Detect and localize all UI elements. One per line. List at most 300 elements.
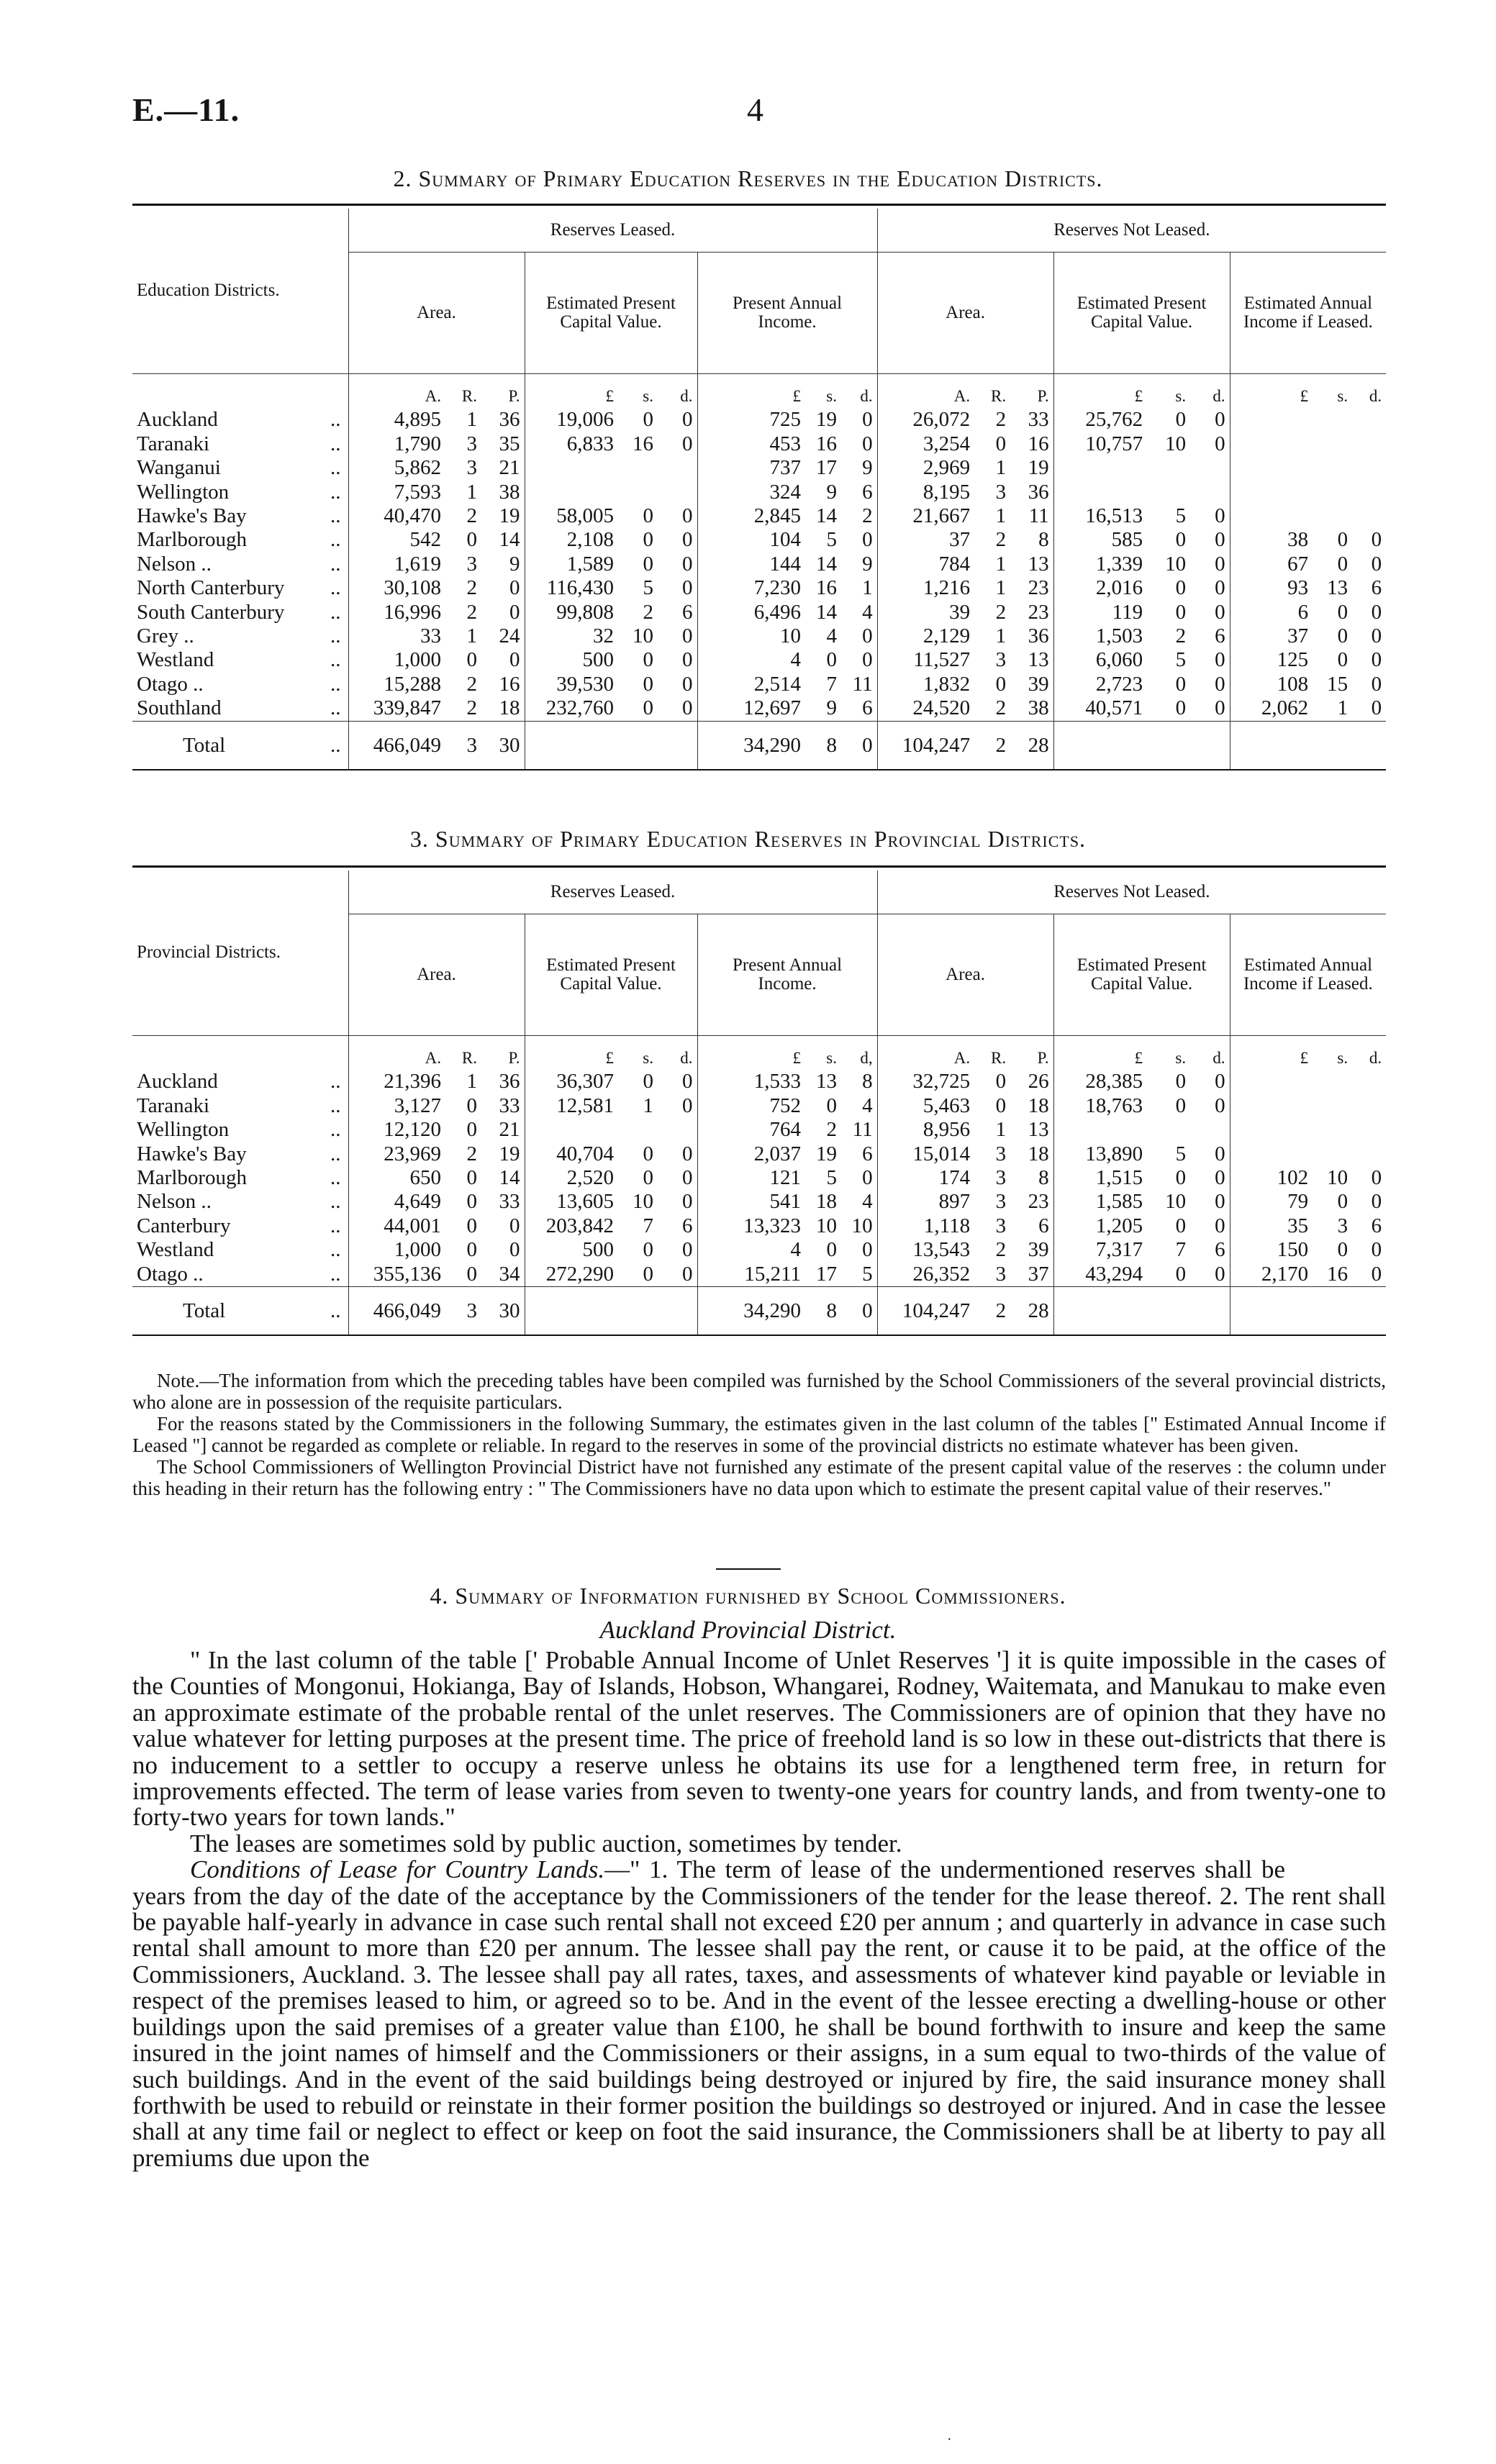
area-not-leased-value: 0 — [995, 432, 1007, 455]
unit-label: d. — [860, 387, 873, 405]
capital-not-leased-value — [1147, 1118, 1190, 1142]
district-name: Nelson .. .. — [137, 552, 341, 576]
capital-not-leased-value: 13,890 — [1053, 1142, 1147, 1166]
estimated-income-value — [1352, 1118, 1386, 1142]
capital-not-leased-value: 0 — [1215, 408, 1225, 432]
income-value: 9 — [826, 480, 837, 504]
income-value: 17 — [816, 456, 837, 480]
capital-value: 19,006 — [525, 408, 618, 432]
body-paragraph: " In the last column of the table [' Probable Annual Income of Unlet Reserves '] it is quite impossible in the cases of the Counties of Mongonui, Hokianga, Bay of Islands, Hobson, Whangarei, Rodney, Waitemata, and Manukau to make even an approximate estimate of the probable rental of the unlet reserves. The Commissioners are of opinion that they have no value whatever for letting purposes at the present time. The price of freehold land is so low in these out-districts that there is no inducement to a settler to occupy a reserve unless he obtains its use for a lengthened term free, in return for improvements effected. The term of lease varies from seven to twenty-one years for country lands, and from twenty-one to forty-two years for town lands." — [132, 1646, 1386, 1832]
area-value: 33 — [499, 1190, 520, 1214]
capital-value — [658, 481, 697, 504]
estimated-income-value: 79 — [1230, 1190, 1313, 1214]
body-paragraph: Conditions of Lease for Country Lands.—" 1. The term of lease of the undermentioned reserves shall beyears from the day of the date of the acceptance by the Commissioners of the tender for the lease thereof. 2. The rent shall be payable half-yearly in advance in case such rental shall not exceed £20 per annum ; and quarterly in advance in case such rental shall amount to more than £20 per annum. The lessee shall pay the rent, or cause it to be paid, at the office of the Commissioners, Auckland. 3. The lessee shall pay all rates, taxes, and assessments of whatever kind payable or leviable in respect of the premises leased to him, or agreed so to be. And in the event of the lessee erecting a dwelling-house or other buildings upon the said premises of a greater value than £100, he shall be bound forthwith to insure and keep the same insured in the joint names of himself and the Commissioners or their assigns, in a sum equal to two-thirds of the value of such buildings. And in the event of the said buildings being destroyed or injured by fire, the said insurance money shall forthwith be used to rebuild or reinstate in their former position the buildings so destroyed or injured. And in case the lessee shall at any time fail or neglect to effect or keep on foot the said insurance, the Commissioners shall be at liberty to pay all premiums due upon the — [132, 1855, 1386, 2172]
area-value: 19 — [499, 1142, 520, 1165]
capital-value-not-leased-header: Estimated Present Capital Value. — [1053, 253, 1230, 374]
table-row — [132, 408, 1386, 432]
capital-value: 116,430 — [525, 576, 618, 600]
capital-not-leased-value — [1053, 456, 1147, 480]
unit-label: A. — [348, 374, 445, 409]
estimated-income-value: 10 — [1327, 1166, 1348, 1190]
capital-not-leased-value — [1190, 456, 1230, 480]
capital-value: 0 — [643, 1238, 653, 1262]
area-not-leased-value: 1,216 — [877, 576, 974, 600]
area-value: 0 — [466, 1190, 477, 1214]
table-row — [132, 673, 1386, 696]
estimated-income-value: 6 — [1371, 1214, 1382, 1237]
area-not-leased-value: 897 — [877, 1190, 974, 1214]
estimated-income-value — [1352, 504, 1386, 528]
estimated-income-value — [1230, 432, 1313, 456]
district-name: Hawke's Bay .. — [137, 1142, 341, 1165]
estimated-income-value — [1352, 456, 1386, 480]
total-area: 30 — [481, 721, 525, 770]
estimated-income-value: 35 — [1230, 1214, 1313, 1238]
capital-not-leased-value: 0 — [1215, 576, 1225, 600]
area-value: 3 — [466, 552, 477, 576]
area-not-leased-value: 3 — [995, 1166, 1007, 1190]
total-income: 8 — [805, 721, 841, 770]
capital-value: 36,307 — [525, 1070, 618, 1094]
capital-not-leased-value: 0 — [1175, 528, 1187, 552]
capital-value: 0 — [682, 1190, 693, 1214]
income-value: 15,211 — [697, 1263, 805, 1287]
area-not-leased-value: 8 — [1038, 528, 1049, 552]
capital-not-leased-value — [1190, 481, 1230, 504]
total-income: 0 — [841, 721, 877, 770]
capital-not-leased-value: 5 — [1175, 504, 1187, 528]
capital-not-leased-value: 0 — [1175, 1094, 1187, 1117]
capital-not-leased-value: 18,763 — [1053, 1094, 1147, 1118]
capital-value — [525, 1118, 618, 1142]
income-value: 0 — [862, 1166, 873, 1190]
income-value: 752 — [697, 1094, 805, 1118]
capital-not-leased-value — [1147, 481, 1190, 504]
unit-label: R. — [990, 387, 1007, 405]
area-value: 2 — [466, 1142, 477, 1165]
estimated-income-value: 1 — [1337, 696, 1348, 720]
capital-value: 0 — [643, 408, 653, 432]
area-value: 36 — [499, 408, 520, 432]
income-value: 6,496 — [697, 601, 805, 624]
body-paragraph: The leases are sometimes sold by public auction, sometimes by tender. — [190, 1829, 902, 1858]
table-row — [132, 1190, 1386, 1214]
area-not-leased-value: 33 — [1028, 408, 1049, 432]
district-name: Wellington .. — [137, 1118, 341, 1142]
district-name: Marlborough .. — [137, 1166, 341, 1190]
income-value: 7 — [826, 672, 837, 696]
estimated-income-value — [1352, 1094, 1386, 1118]
capital-not-leased-value: 0 — [1215, 648, 1225, 672]
capital-value: 0 — [682, 432, 693, 455]
area-not-leased-value: 26 — [1028, 1070, 1049, 1094]
capital-value: 0 — [682, 1142, 693, 1165]
total-area: 3 — [445, 721, 481, 770]
total-capital-not-leased — [1190, 721, 1230, 770]
total-label: Total .. — [132, 1287, 348, 1336]
area-value: 5,862 — [348, 456, 445, 480]
area-not-leased-value: 1 — [995, 1118, 1007, 1142]
area-not-leased-value: 6 — [1038, 1214, 1049, 1237]
area-value: 38 — [499, 480, 520, 504]
area-not-leased-value: 3 — [995, 1190, 1007, 1214]
capital-not-leased-value: 7 — [1175, 1238, 1187, 1262]
income-value: 144 — [697, 553, 805, 576]
area-value: 1 — [466, 1070, 477, 1094]
total-income: 34,290 — [697, 721, 805, 770]
area-not-leased-value: 24,520 — [877, 696, 974, 721]
note-paragraph: Note.—The information from which the preceding tables have been compiled was furnished by the School Commissioners of the several provincial districts, who alone are in possession of the requisite particulars. — [132, 1370, 1386, 1413]
area-value: 24 — [499, 624, 520, 648]
total-estimated-income — [1230, 1287, 1313, 1336]
area-value: 0 — [509, 600, 520, 624]
income-value: 14 — [816, 552, 837, 576]
capital-value — [525, 456, 618, 480]
area-not-leased-value: 2 — [995, 600, 1007, 624]
district-name: South Canterbury .. — [137, 600, 341, 624]
income-value: 0 — [862, 624, 873, 648]
unit-label: £ — [1230, 1036, 1313, 1070]
estimated-income-value — [1352, 408, 1386, 432]
area-not-leased-value: 11,527 — [877, 648, 974, 672]
income-value: 2,845 — [697, 504, 805, 528]
area-not-leased-value: 1,118 — [877, 1214, 974, 1238]
income-value: 6 — [862, 1142, 873, 1165]
capital-not-leased-value: 40,571 — [1053, 696, 1147, 721]
estimated-income-value — [1230, 1070, 1313, 1094]
capital-not-leased-value: 585 — [1053, 528, 1147, 552]
area-not-leased-value: 16 — [1028, 432, 1049, 455]
capital-value: 0 — [682, 1262, 693, 1286]
capital-value: 0 — [682, 408, 693, 432]
area-not-leased-value: 37 — [877, 528, 974, 552]
income-value: 11 — [852, 1118, 873, 1142]
area-not-leased-value: 26,352 — [877, 1263, 974, 1287]
area-value: 33 — [348, 624, 445, 648]
estimated-income-value: 3 — [1337, 1214, 1348, 1237]
table-row — [132, 1166, 1386, 1190]
capital-value: 0 — [682, 504, 693, 528]
area-value: 0 — [466, 1214, 477, 1237]
unit-label: £ — [697, 374, 805, 409]
total-area: 30 — [481, 1287, 525, 1336]
capital-not-leased-value: 0 — [1215, 600, 1225, 624]
capital-not-leased-value: 1,503 — [1053, 624, 1147, 648]
income-value: 9 — [826, 696, 837, 720]
area-value: 35 — [499, 432, 520, 455]
capital-value: 10 — [633, 624, 653, 648]
total-capital — [525, 1287, 618, 1336]
area-value: 2 — [466, 600, 477, 624]
area-value: 2 — [466, 672, 477, 696]
area-not-leased-value: 1 — [995, 504, 1007, 528]
table-row — [132, 576, 1386, 600]
unit-label: s. — [826, 387, 837, 405]
capital-value: 0 — [682, 1166, 693, 1190]
area-not-leased-value: 23 — [1028, 1190, 1049, 1214]
capital-not-leased-value: 0 — [1175, 576, 1187, 600]
area-not-leased-value: 13 — [1028, 552, 1049, 576]
capital-not-leased-value: 0 — [1175, 1070, 1187, 1094]
capital-not-leased-value: 10 — [1165, 1190, 1187, 1214]
capital-not-leased-value: 0 — [1215, 504, 1225, 528]
total-capital — [525, 721, 618, 770]
total-capital — [658, 1287, 697, 1336]
unit-label: R. — [461, 387, 477, 405]
estimated-income-value: 0 — [1371, 1262, 1382, 1286]
capital-value: 0 — [643, 504, 653, 528]
estimated-income-value: 37 — [1230, 624, 1313, 648]
area-not-leased-value: 3 — [995, 1142, 1007, 1165]
unit-label: £ — [1053, 374, 1147, 409]
district-name: Auckland .. — [137, 408, 341, 432]
capital-not-leased-value: 43,294 — [1053, 1263, 1147, 1287]
area-value: 339,847 — [348, 696, 445, 721]
capital-not-leased-value: 10 — [1165, 432, 1187, 455]
area-value: 0 — [509, 1238, 520, 1262]
table-row — [132, 1142, 1386, 1166]
capital-value: 13,605 — [525, 1190, 618, 1214]
estimated-income-value: 0 — [1371, 672, 1382, 696]
capital-not-leased-value: 119 — [1053, 601, 1147, 624]
income-value: 5 — [826, 528, 837, 552]
unit-label: d, — [860, 1049, 873, 1067]
area-value: 14 — [499, 1166, 520, 1190]
capital-value: 0 — [643, 672, 653, 696]
income-value: 104 — [697, 528, 805, 552]
page-speck: · — [947, 2432, 952, 2447]
capital-value: 0 — [682, 648, 693, 672]
area-not-leased-value: 13 — [1028, 1118, 1049, 1142]
area-not-leased-value: 1 — [995, 576, 1007, 600]
income-value: 19 — [816, 1142, 837, 1165]
capital-value: 272,290 — [525, 1263, 618, 1287]
unit-label: A. — [348, 1036, 445, 1070]
estimated-income-value — [1313, 456, 1352, 480]
estimated-income-value — [1313, 1070, 1352, 1094]
income-value: 737 — [697, 456, 805, 480]
estimated-income-value: 67 — [1230, 553, 1313, 576]
table-row — [132, 1238, 1386, 1262]
capital-value: 0 — [682, 696, 693, 720]
section4-subtitle: Auckland Provincial District. — [599, 1616, 897, 1644]
estimated-income-value: 0 — [1371, 528, 1382, 552]
area-not-leased-value: 2 — [995, 1238, 1007, 1262]
total-estimated-income — [1230, 721, 1313, 770]
capital-value: 39,530 — [525, 673, 618, 696]
annual-income-header: Present Annual Income. — [697, 253, 877, 374]
estimated-income-value: 108 — [1230, 673, 1313, 696]
unit-label: £ — [1053, 1036, 1147, 1070]
capital-value: 1 — [643, 1094, 653, 1117]
income-value: 0 — [826, 1238, 837, 1262]
unit-label: s. — [1175, 1049, 1187, 1067]
total-area-not-leased: 2 — [974, 721, 1010, 770]
area-not-leased-value: 2 — [995, 408, 1007, 432]
unit-label: d. — [1212, 1049, 1225, 1067]
estimated-income-value: 6 — [1230, 601, 1313, 624]
capital-not-leased-value: 5 — [1175, 1142, 1187, 1165]
area-not-leased-value: 1 — [995, 456, 1007, 480]
table-row — [132, 481, 1386, 504]
area-value: 34 — [499, 1262, 520, 1286]
capital-value: 0 — [643, 1142, 653, 1165]
capital-value: 2,108 — [525, 528, 618, 552]
estimated-income-value — [1313, 1094, 1352, 1118]
area-not-leased-value: 37 — [1028, 1262, 1049, 1286]
total-estimated-income — [1313, 1287, 1352, 1336]
capital-value — [618, 456, 658, 480]
capital-value: 32 — [525, 624, 618, 648]
table3-top-rule — [132, 865, 1386, 868]
table-row — [132, 601, 1386, 624]
area-not-leased-value: 39 — [1028, 1238, 1049, 1262]
estimated-income-value: 2,062 — [1230, 696, 1313, 721]
estimated-income-value: 0 — [1337, 624, 1348, 648]
unit-label: R. — [990, 1049, 1007, 1067]
table-row — [132, 504, 1386, 528]
capital-value: 0 — [643, 648, 653, 672]
income-value: 4 — [862, 600, 873, 624]
area-value: 355,136 — [348, 1263, 445, 1287]
income-value: 6 — [862, 696, 873, 720]
capital-not-leased-value: 0 — [1215, 552, 1225, 576]
provincial-districts-table — [132, 870, 1386, 1336]
area-value: 2 — [466, 504, 477, 528]
area-not-leased-value: 21,667 — [877, 504, 974, 528]
capital-value: 0 — [643, 1262, 653, 1286]
estimated-income-value: 0 — [1371, 624, 1382, 648]
total-income: 8 — [805, 1287, 841, 1336]
report-reference: E.—11. — [132, 91, 240, 128]
area-value: 7,593 — [348, 481, 445, 504]
area-not-leased-value: 13,543 — [877, 1238, 974, 1262]
section4-title: 4. Summary of Information furnished by School Commissioners. — [430, 1583, 1066, 1609]
unit-label: s. — [1175, 387, 1187, 405]
capital-value: 203,842 — [525, 1214, 618, 1238]
capital-not-leased-value: 10,757 — [1053, 432, 1147, 456]
capital-value — [658, 456, 697, 480]
districts-column-header: Provincial Districts. — [132, 870, 348, 1036]
estimated-income-value: 6 — [1371, 576, 1382, 600]
units-row — [132, 374, 1386, 409]
capital-value-header: Estimated Present Capital Value. — [525, 914, 697, 1036]
capital-value: 99,808 — [525, 601, 618, 624]
district-name: Otago .. .. — [137, 672, 341, 696]
table-row — [132, 1070, 1386, 1094]
area-not-leased-value: 36 — [1028, 624, 1049, 648]
unit-label: P. — [508, 1049, 520, 1067]
estimated-income-value — [1313, 408, 1352, 432]
estimated-income-value — [1313, 1142, 1352, 1166]
district-name: Hawke's Bay .. — [137, 504, 341, 528]
income-value: 11 — [852, 672, 873, 696]
income-value: 16 — [816, 432, 837, 455]
unit-label: d. — [1212, 387, 1225, 405]
district-name: Canterbury .. — [137, 1214, 341, 1237]
capital-value: 6,833 — [525, 432, 618, 456]
estimated-income-value: 0 — [1337, 1190, 1348, 1214]
note-paragraph: The School Commissioners of Wellington Provincial District have not furnished any estimate of the present capital value of the reserves : the column under this heading in their return has the following entry : " The Commissioners have no data upon which to estimate the present capital value of their reserves." — [132, 1456, 1386, 1499]
capital-not-leased-value: 0 — [1175, 1166, 1187, 1190]
total-income: 34,290 — [697, 1287, 805, 1336]
area-value: 30,108 — [348, 576, 445, 600]
capital-value: 500 — [525, 648, 618, 672]
total-area-not-leased: 28 — [1010, 1287, 1053, 1336]
area-value: 2 — [466, 576, 477, 600]
capital-not-leased-value: 2 — [1175, 624, 1187, 648]
capital-not-leased-value: 0 — [1215, 528, 1225, 552]
area-value: 23,969 — [348, 1142, 445, 1166]
area-not-leased-value: 1 — [995, 624, 1007, 648]
estimated-income-value: 0 — [1371, 696, 1382, 720]
area-not-leased-value: 23 — [1028, 600, 1049, 624]
area-value: 1 — [466, 624, 477, 648]
total-row — [132, 721, 1386, 770]
area-value: 9 — [509, 552, 520, 576]
income-value: 6 — [862, 480, 873, 504]
district-name: Wanganui .. — [137, 456, 341, 480]
capital-not-leased-value — [1053, 1118, 1147, 1142]
area-not-leased-value: 39 — [877, 601, 974, 624]
area-value: 16,996 — [348, 601, 445, 624]
income-value: 4 — [826, 624, 837, 648]
note-paragraph: For the reasons stated by the Commissioners in the following Summary, the estimates given in the last column of the tables [" Estimated Annual Income if Leased "] cannot be regarded as complete or reliable. In regard to the reserves in some of the provincial districts no estimate whatever has been given. — [132, 1413, 1386, 1456]
capital-not-leased-value: 0 — [1215, 696, 1225, 720]
capital-value: 0 — [682, 1070, 693, 1094]
capital-value: 0 — [682, 528, 693, 552]
capital-value: 0 — [643, 1070, 653, 1094]
estimated-income-value — [1313, 481, 1352, 504]
table-row — [132, 1263, 1386, 1287]
estimated-income-value: 0 — [1371, 600, 1382, 624]
unit-label: d. — [1369, 1049, 1382, 1067]
district-name: Nelson .. .. — [137, 1190, 341, 1214]
units-row — [132, 1036, 1386, 1070]
area-not-leased-value: 8 — [1038, 1166, 1049, 1190]
area-value: 0 — [466, 1262, 477, 1286]
district-name: Southland .. — [137, 696, 341, 720]
estimated-income-value: 0 — [1337, 528, 1348, 552]
income-value: 0 — [826, 1094, 837, 1117]
area-value: 542 — [348, 528, 445, 552]
income-value: 13 — [816, 1070, 837, 1094]
total-area: 466,049 — [348, 1287, 445, 1336]
area-not-leased-header: Area. — [877, 914, 1053, 1036]
capital-value: 232,760 — [525, 696, 618, 721]
area-value: 2 — [466, 696, 477, 720]
total-estimated-income — [1352, 721, 1386, 770]
area-value: 21,396 — [348, 1070, 445, 1094]
unit-label: d. — [1369, 387, 1382, 405]
total-capital — [618, 1287, 658, 1336]
capital-not-leased-value — [1053, 481, 1147, 504]
capital-value: 500 — [525, 1238, 618, 1262]
table-row — [132, 456, 1386, 480]
area-value: 0 — [466, 1118, 477, 1142]
capital-value: 12,581 — [525, 1094, 618, 1118]
estimated-income-value: 2,170 — [1230, 1263, 1313, 1287]
table-row — [132, 648, 1386, 672]
area-value: 1,619 — [348, 553, 445, 576]
unit-label: s. — [1337, 1049, 1348, 1067]
capital-value: 0 — [682, 672, 693, 696]
table-row — [132, 553, 1386, 576]
income-value: 4 — [697, 1238, 805, 1262]
total-label: Total .. — [132, 721, 348, 770]
capital-not-leased-value: 0 — [1175, 672, 1187, 696]
capital-not-leased-value: 0 — [1215, 1142, 1225, 1165]
